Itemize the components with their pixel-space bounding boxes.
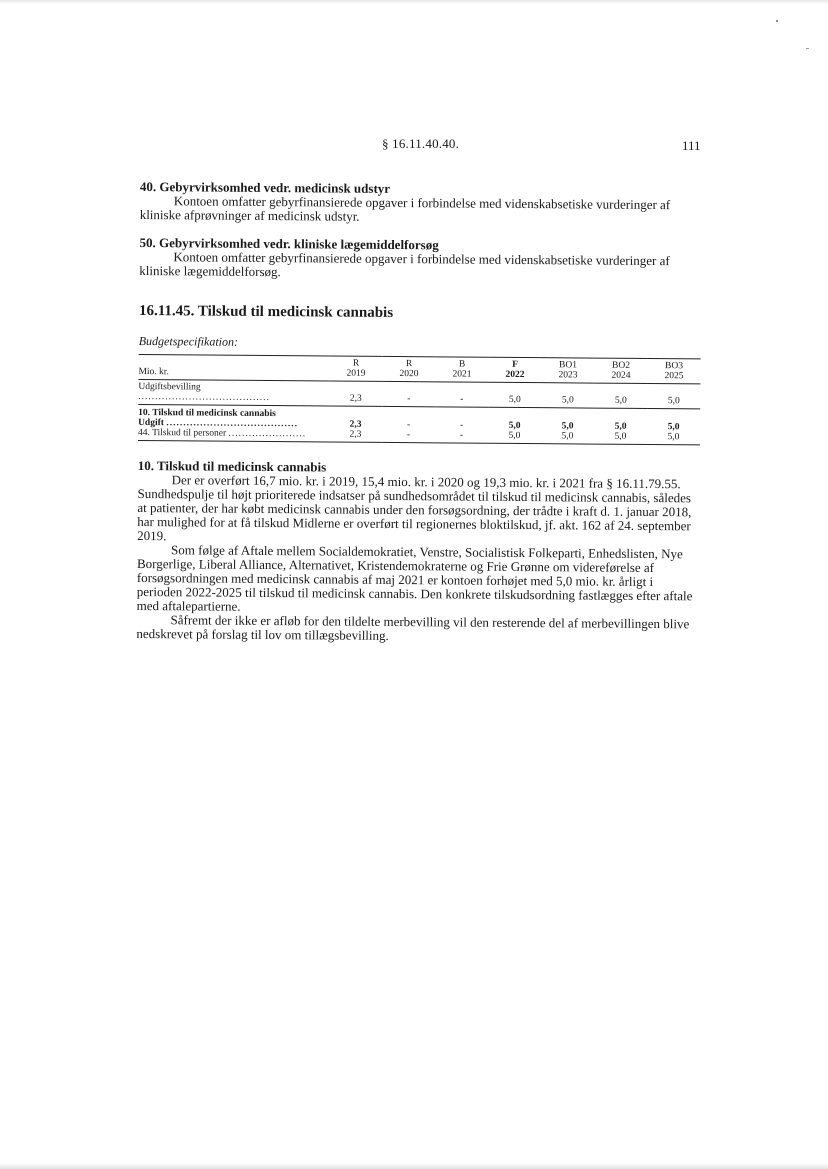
table-cell: - <box>406 420 411 431</box>
scan-edge-bottom <box>0 1163 828 1169</box>
column-header: R 2020 <box>382 356 435 381</box>
scan-edge-top <box>0 0 828 4</box>
column-header: BO1 2023 <box>541 358 594 383</box>
subaccount-heading: 40. Gebyrvirksomhed vedr. medicinsk udstyr <box>139 179 391 196</box>
header-section-ref: § 16.11.40.40. <box>382 136 460 151</box>
table-cell: 5,0 <box>488 431 541 444</box>
table-cell: 5,0 <box>541 383 594 408</box>
table-cell: - <box>459 420 464 431</box>
table-cell: 2,3 <box>329 381 382 406</box>
column-header: B 2021 <box>435 357 488 382</box>
subaccount-50 <box>139 236 701 282</box>
row-label: Udgift ....................................... <box>138 417 299 430</box>
column-header: F 2022 <box>488 357 541 382</box>
budget-table <box>138 354 701 445</box>
table-cell: 2,3 <box>349 419 362 430</box>
paragraph: Som følge af Aftale mellem Socialdemokratiet, Venstre, Socialistisk Folkeparti, Enhedslisten, Nye Borgerlige, Liberal Alliance, Alternativet, Kristendemokraterne og Frie Grønne om videreførelse af forsøgsordningen med medicinsk cannabis af maj 2021 er kontoen forhøjet med 5,0 mio. kr. årligt i perioden 2022-2025 til tilskud til medicinsk cannabis. Den konkrete tilskudsordning fastlægges efter aftale med aftalepartierne. <box>136 542 693 614</box>
table-cell: - <box>435 382 488 407</box>
account-10-text <box>136 459 699 645</box>
table-cell: 5,0 <box>594 383 647 408</box>
table-cell: 5,0 <box>614 421 627 432</box>
subaccount-text: Kontoen omfatter gebyrfinansierede opgaver i forbindelse med videnskabsetiske vurderinger af kliniske afprøvninger af medicinsk udstyr. <box>139 193 671 224</box>
paragraph: Der er overført 16,7 mio. kr. i 2019, 15,4 mio. kr. i 2020 og 19,3 mio. kr. i 2021 fra § 16.11.79.55. Sundhedspulje til højt prioriterede indsatser på sundhedsområdet til tilskud til medicinsk cannabis, således at patienter, der har købt medicinsk cannabis under den forsøgsordning, der trådte i kraft d. 1. januar 2018, har mulighed for at få tilskud Midlerne er overført til regionernes bloktilskud, jf. akt. 162 af 24. september 2019. <box>137 472 692 544</box>
subaccount-40 <box>140 180 702 226</box>
table-cell: 5,0 <box>541 431 594 444</box>
table-cell: 5,0 <box>647 432 700 445</box>
row-label: Udgiftsbevilling ....................................... <box>138 379 329 405</box>
subaccount-heading: 50. Gebyrvirksomhed vedr. kliniske lægemiddelforsøg <box>139 234 439 253</box>
table-cell: 5,0 <box>488 382 541 407</box>
table-cell: 5,0 <box>594 432 647 445</box>
account-title: 10. Tilskud til medicinsk cannabis <box>138 407 276 420</box>
section-title: 16.11.45. Tilskud til medicinsk cannabis <box>138 302 394 321</box>
page-number: 111 <box>682 138 701 153</box>
table-cell: 5,0 <box>508 420 521 431</box>
table-cell: 5,0 <box>561 421 574 432</box>
budget-spec-label: Budgetspecifikation: <box>138 333 239 349</box>
paragraph: Såfremt der ikke er afløb for den tildelte merbevilling vil den resterende del af merbevillingen blive nedskrevet på forslag til lov om tillægsbevilling. <box>136 612 690 643</box>
column-header: BO3 2025 <box>647 358 700 383</box>
table-cell: - <box>382 381 435 406</box>
table-cell: - <box>382 430 435 443</box>
subaccount-text: Kontoen omfatter gebyrfinansierede opgaver i forbindelse med videnskabsetiske vurderinger af kliniske lægemiddelforsøg. <box>139 249 670 280</box>
row-label: 44. Tilskud til personer ....................... <box>138 428 329 442</box>
scan-speck <box>776 20 778 22</box>
unit-label: Mio. kr. <box>138 354 329 380</box>
table-cell: 5,0 <box>667 422 680 433</box>
column-header: BO2 2024 <box>594 358 647 383</box>
account-heading: 10. Tilskud til medicinsk cannabis <box>137 457 327 475</box>
table-cell: - <box>435 430 488 443</box>
page-content <box>136 180 702 645</box>
table-cell: 2,3 <box>329 429 382 442</box>
scan-speck <box>806 48 809 49</box>
table-cell: 5,0 <box>647 383 700 408</box>
column-header: R 2019 <box>329 356 382 381</box>
